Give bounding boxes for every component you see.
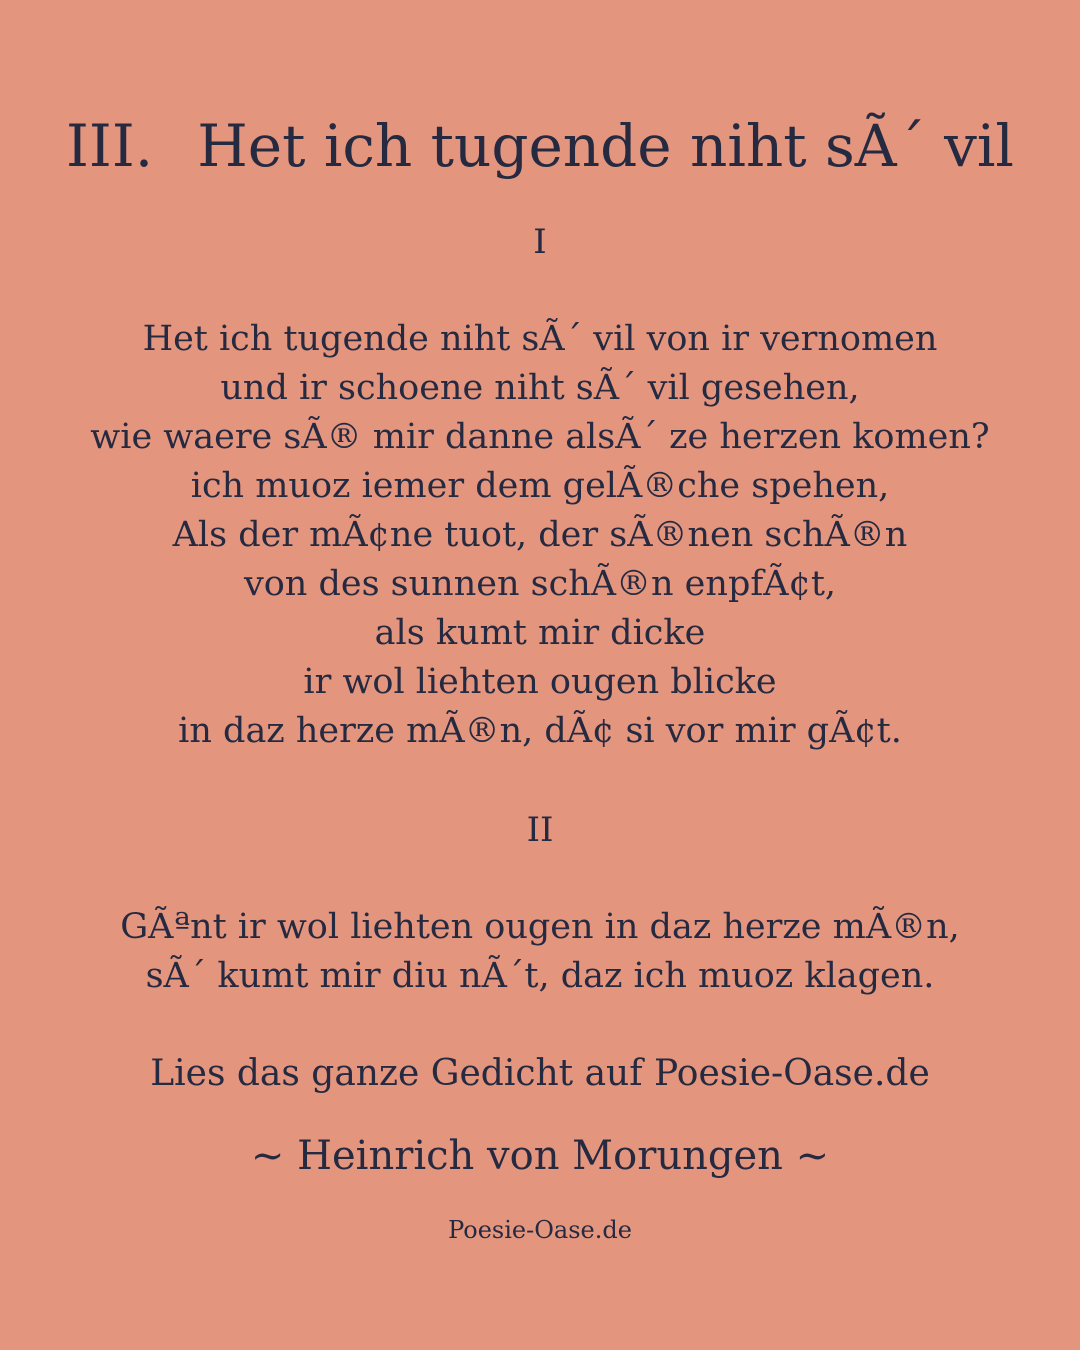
stanza-1 bbox=[0, 315, 1080, 756]
poem-line: ir wol liehten ougen blicke bbox=[303, 662, 777, 702]
poem-line: in daz herze mÃ®n, dÃ¢ si vor mir gÃ¢t. bbox=[178, 711, 902, 751]
poem-line: als kumt mir dicke bbox=[374, 613, 706, 653]
read-full-poem-text: Lies das ganze Gedicht auf Poesie-Oase.de bbox=[150, 1053, 930, 1094]
poem-line: wie waere sÃ® mir danne alsÃ´ ze herzen komen? bbox=[90, 417, 990, 457]
poem-title-text: Het ich tugende niht sÃ´ vil bbox=[197, 112, 1014, 180]
poem-line: ich muoz iemer dem gelÃ®che spehen, bbox=[190, 466, 890, 506]
site-watermark: Poesie-Oase.de bbox=[448, 1216, 632, 1244]
poem-title bbox=[0, 108, 1080, 184]
poem-author: ~ Heinrich von Morungen ~ bbox=[250, 1133, 830, 1179]
poem-line: GÃªnt ir wol liehten ougen in daz herze mÃ®n, bbox=[120, 907, 960, 947]
stanza-mark-2: II bbox=[526, 810, 554, 850]
poem-number: III. bbox=[66, 112, 154, 180]
poem-line: und ir schoene niht sÃ´ vil gesehen, bbox=[220, 368, 860, 408]
poem-line: von des sunnen schÃ®n enpfÃ¢t, bbox=[243, 564, 837, 604]
poem-line: Het ich tugende niht sÃ´ vil von ir vernomen bbox=[142, 319, 938, 359]
poem-line: sÃ´ kumt mir diu nÃ´t, daz ich muoz klagen. bbox=[145, 956, 935, 996]
stanza-2 bbox=[0, 903, 1080, 1001]
poem-line: Als der mÃ¢ne tuot, der sÃ®nen schÃ®n bbox=[172, 515, 908, 555]
stanza-mark-1: I bbox=[533, 222, 547, 262]
